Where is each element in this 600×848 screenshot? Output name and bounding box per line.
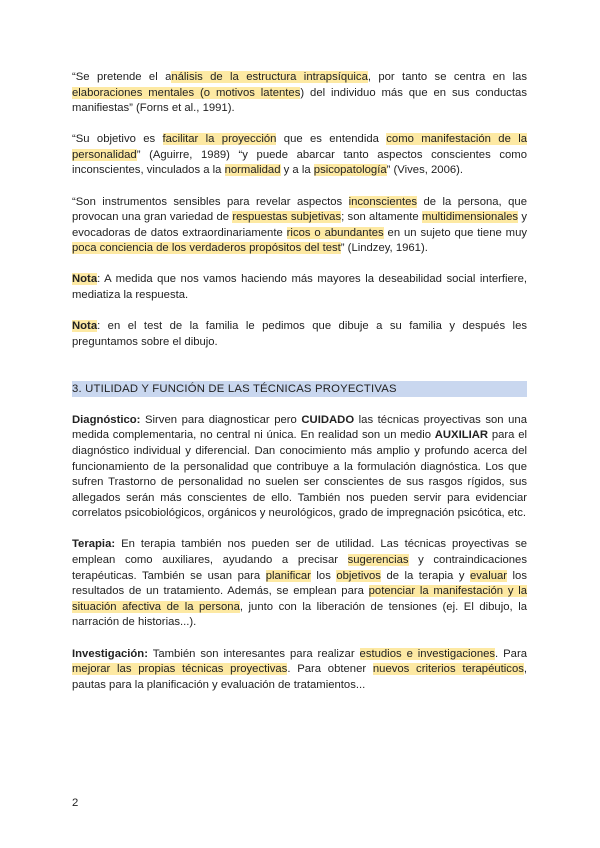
highlighted-text: inconscientes	[348, 195, 418, 208]
highlighted-text: elaboraciones mentales (o motivos latentes	[72, 86, 301, 99]
text-run: ” (Aguirre, 1989) “y puede abarcar tanto aspectos conscientes como inconscientes, vinculados a la	[72, 148, 527, 177]
text-run: , pautas para la planificación y evaluación de tratamientos...	[72, 663, 528, 691]
document-page	[72, 70, 527, 693]
highlighted-text: estudios e investigaciones	[359, 647, 496, 660]
highlighted-text: sugerencias	[347, 554, 409, 567]
text-run: , por tanto se centra en las	[367, 71, 527, 83]
text-run: ” (Vives, 2006).	[386, 164, 464, 177]
highlighted-text: nuevos criterios terapéuticos	[372, 663, 524, 676]
text-run: de la persona, que provocan una gran variedad de	[72, 195, 527, 224]
text-run: los	[310, 569, 337, 582]
text-run: y contraindicaciones terapéuticas. También se usan para	[72, 554, 527, 582]
text-run: “Se pretende el a	[72, 71, 172, 83]
highlighted-text: mejorar las propias técnicas proyectivas	[72, 663, 288, 676]
note-paragraph	[72, 319, 527, 350]
quotes-block	[72, 70, 527, 272]
paragraph	[72, 132, 527, 179]
text-run: y a la	[280, 164, 314, 177]
text-run: En terapia también nos pueden ser de utilidad. Las técnicas proyectivas se emplean como auxiliares, ayudando a precisar	[72, 538, 527, 567]
highlighted-text: multidimensionales	[421, 211, 519, 224]
note-paragraph	[72, 272, 527, 303]
text-run: . Para obtener	[287, 663, 373, 676]
section-heading: 3. UTILIDAD Y FUNCIÓN DE LAS TÉCNICAS PROYECTIVAS	[72, 381, 527, 397]
paragraph	[72, 537, 527, 631]
text-run: ) del individuo más que en sus conductas manifiestas” (Forns et al., 1991).	[72, 86, 527, 115]
highlighted-text: como manifestación de la personalidad	[72, 133, 528, 161]
highlighted-text: psicopatología	[313, 164, 387, 177]
section-paragraphs	[72, 413, 527, 694]
text-run: en un sujeto que tiene muy	[383, 226, 527, 239]
highlighted-text: nálisis de la estructura intrapsíquica	[171, 71, 368, 83]
note-text: : en el test de la familia le pedimos que dibuje a su familia y después les preguntamos sobre el dibujo.	[72, 320, 527, 348]
text-run: . Para	[495, 647, 527, 660]
text-run: También son interesantes para realizar	[147, 647, 360, 660]
page-number: 2	[72, 797, 79, 809]
highlighted-text: objetivos	[336, 569, 381, 582]
text-run: las técnicas proyectivas son una medida complementaria, no central ni única. En realidad son un medio	[72, 413, 527, 442]
text-run: ” (Lindzey, 1961).	[340, 242, 428, 255]
bold-label: Terapia:	[72, 538, 116, 551]
text-run: Sirven para diagnosticar pero	[140, 413, 302, 426]
highlighted-text: ricos o abundantes	[286, 226, 384, 239]
text-run: “Son instrumentos sensibles para revelar aspectos	[72, 195, 349, 208]
paragraph	[72, 195, 527, 257]
paragraph	[72, 70, 527, 117]
text-run: para el diagnóstico individual y diferencial. Dan conocimiento más amplio y profundo acerca del funcionamiento de la personalidad que contribuye a la formulación diagnóstica. Los que sufren Trastorno de personalidad no suelen ser conscientes de sus rasgos rígidos, sus allegados serán más conscientes de ello. También nos pueden servir para evidenciar correlatos psicobiológicos, orgánicos y neurológicos, grado de impregnación psicótica, etc.	[72, 429, 527, 520]
highlighted-text: planificar	[265, 569, 311, 582]
note-text: : A medida que nos vamos haciendo más mayores la deseabilidad social interfiere, mediatiza la respuesta.	[72, 273, 527, 302]
highlighted-text: potenciar la manifestación y la situación afectiva de la persona	[72, 585, 527, 613]
text-run: ; son altamente	[341, 211, 422, 224]
highlighted-text: evaluar	[469, 569, 508, 582]
text-run: , junto con la liberación de tensiones (ej. El dibujo, la narración de historias...).	[72, 600, 527, 629]
note-label: Nota	[72, 320, 98, 333]
highlighted-text: poca conciencia de los verdaderos propósitos del test	[72, 242, 341, 255]
highlighted-text: facilitar la proyección	[162, 133, 277, 146]
highlighted-text: respuestas subjetivas	[232, 211, 342, 224]
paragraph	[72, 413, 527, 522]
bold-label: CUIDADO	[301, 413, 355, 426]
text-run: “Su objetivo es	[72, 133, 163, 146]
text-run: y evocadoras de datos extraordinariamente	[72, 211, 527, 239]
text-run: los resultados de un tratamiento. Además, se emplean para	[72, 569, 527, 598]
paragraph	[72, 647, 527, 694]
text-run: de la terapia y	[380, 569, 470, 582]
bold-label: AUXILIAR	[434, 429, 489, 442]
text-run: que es entendida	[276, 133, 387, 146]
note-label: Nota	[72, 273, 98, 286]
highlighted-text: normalidad	[224, 164, 281, 177]
bold-label: Investigación:	[72, 647, 148, 660]
bold-label: Diagnóstico:	[72, 413, 141, 426]
notes-block	[72, 272, 527, 350]
